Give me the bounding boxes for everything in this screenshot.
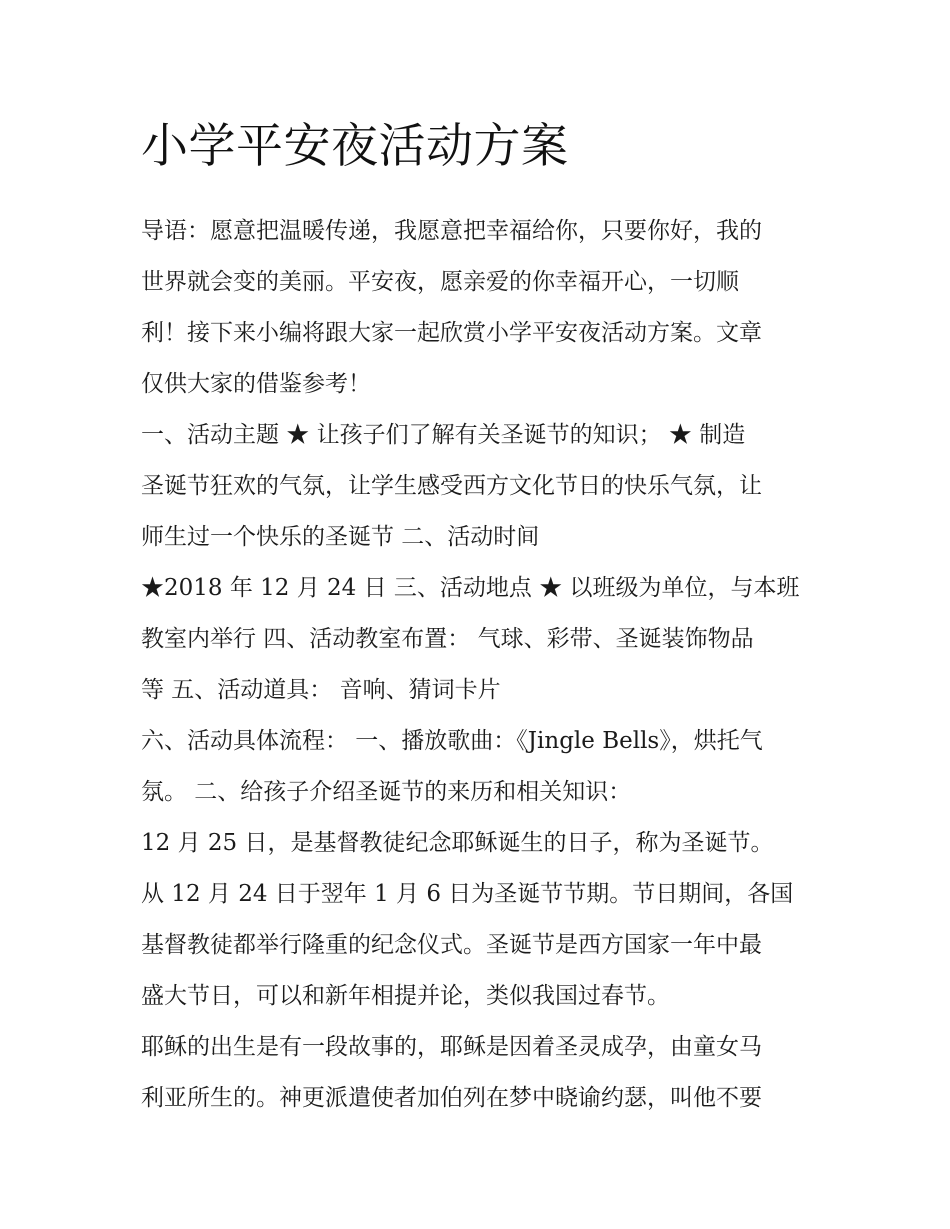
text-line: 利！接下来小编将跟大家一起欣赏小学平安夜活动方案。文章: [141, 320, 762, 346]
process-paragraph: [141, 716, 821, 818]
time-place-paragraph: [141, 563, 821, 716]
text-line: ★2018 年 12 月 24 日 三、活动地点 ★ 以班级为单位，与本班: [141, 575, 800, 601]
intro-paragraph: [141, 206, 821, 410]
jesus-story-paragraph: [141, 1022, 821, 1124]
page-title: 小学平安夜活动方案: [141, 119, 569, 174]
text-line: 教室内举行 四、活动教室布置： 气球、彩带、圣诞装饰物品: [141, 626, 754, 652]
text-line: 导语：愿意把温暖传递，我愿意把幸福给你，只要你好，我的: [141, 218, 762, 244]
text-line: 基督教徒都举行隆重的纪念仪式。圣诞节是西方国家一年中最: [141, 932, 762, 958]
text-line: 氛。 二、给孩子介绍圣诞节的来历和相关知识：: [141, 779, 632, 805]
text-line: 圣诞节狂欢的气氛，让学生感受西方文化节日的快乐气氛，让: [141, 473, 762, 499]
text-line: 一、活动主题 ★ 让孩子们了解有关圣诞节的知识； ★ 制造: [141, 422, 746, 448]
theme-paragraph: [141, 410, 821, 563]
text-line: 从 12 月 24 日于翌年 1 月 6 日为圣诞节节期。节日期间，各国: [141, 881, 794, 907]
text-line: 仅供大家的借鉴参考！: [141, 371, 371, 397]
text-line: 盛大节日，可以和新年相提并论，类似我国过春节。: [141, 983, 670, 1009]
text-line: 世界就会变的美丽。平安夜，愿亲爱的你幸福开心，一切顺: [141, 269, 739, 295]
text-line: 六、活动具体流程： 一、播放歌曲：《Jingle Bells》，烘托气: [141, 728, 763, 754]
text-line: 12 月 25 日，是基督教徒纪念耶稣诞生的日子，称为圣诞节。: [141, 830, 774, 856]
text-line: 耶稣的出生是有一段故事的，耶稣是因着圣灵成孕，由童女马: [141, 1034, 762, 1060]
text-line: 利亚所生的。神更派遣使者加伯列在梦中晓谕约瑟，叫他不要: [141, 1085, 762, 1111]
christmas-history-paragraph: [141, 818, 821, 1022]
text-line: 等 五、活动道具： 音响、猜词卡片: [141, 677, 501, 703]
document-body: [141, 112, 821, 1124]
text-line: 师生过一个快乐的圣诞节 二、活动时间: [141, 524, 540, 550]
